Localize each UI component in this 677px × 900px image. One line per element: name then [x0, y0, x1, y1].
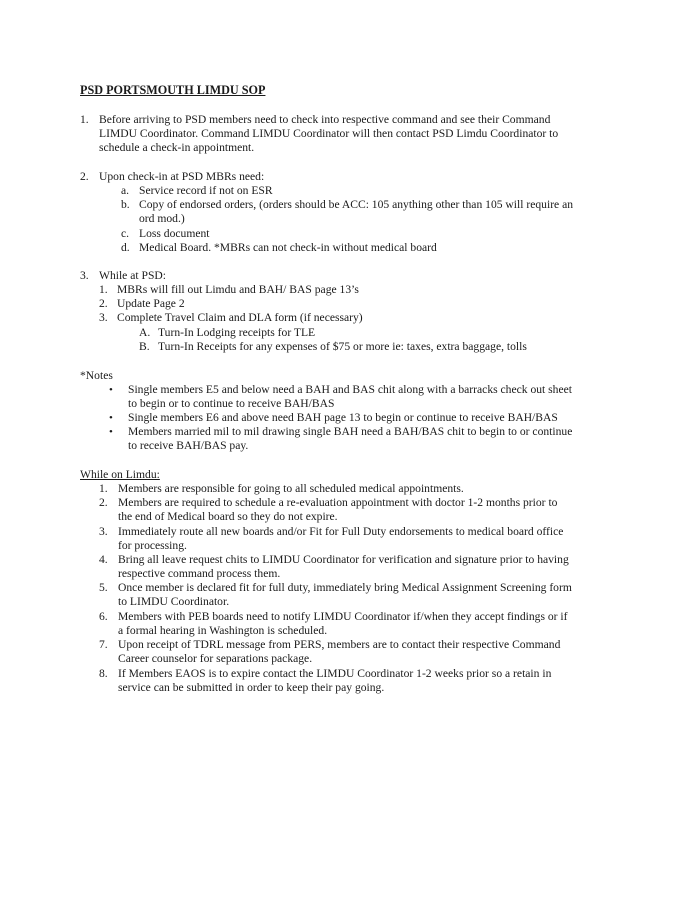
- list-item-text: Medical Board. *MBRs can not check-in without medical board: [139, 241, 437, 254]
- list-item-text: to LIMDU Coordinator.: [118, 595, 230, 608]
- list-marker: 6.: [99, 610, 108, 623]
- list-marker: a.: [121, 184, 130, 197]
- list-marker: d.: [121, 241, 130, 254]
- section-1-line: LIMDU Coordinator. Command LIMDU Coordinator will then contact PSD Limdu Coordinator to: [99, 127, 559, 140]
- list-marker: c.: [121, 227, 130, 240]
- list-item-text: Members are responsible for going to all scheduled medical appointments.: [118, 482, 464, 495]
- bullet: •: [109, 426, 113, 438]
- note-text: Members married mil to mil drawing single BAH need a BAH/BAS chit to begin to or continue: [128, 425, 573, 438]
- document-title: PSD PORTSMOUTH LIMDU SOP: [80, 83, 266, 97]
- list-item-text: Members are required to schedule a re-evaluation appointment with doctor 1-2 months prior to: [118, 496, 558, 509]
- list-marker: 5.: [99, 581, 108, 594]
- list-marker: 3.: [99, 525, 108, 538]
- list-item-text: Upon receipt of TDRL message from PERS, members are to contact their respective Command: [118, 638, 561, 651]
- list-marker: 4.: [99, 553, 108, 566]
- list-item-text: Copy of endorsed orders, (orders should be ACC: 105 anything other than 105 will require an: [139, 198, 574, 211]
- sub-list-marker: A.: [139, 326, 151, 339]
- note-text: to begin or to continue to receive BAH/BAS: [128, 397, 335, 410]
- section-1-line: schedule a check-in appointment.: [99, 141, 255, 154]
- sub-list-item-text: Turn-In Receipts for any expenses of $75 or more ie: taxes, extra baggage, tolls: [158, 340, 527, 353]
- note-text: to receive BAH/BAS pay.: [128, 439, 249, 452]
- section-2-heading: Upon check-in at PSD MBRs need:: [99, 170, 265, 183]
- list-marker: b.: [121, 198, 130, 211]
- list-marker: 2.: [99, 297, 108, 310]
- list-item-text: a formal hearing in Washington is scheduled.: [118, 624, 328, 637]
- sub-list-marker: B.: [139, 340, 150, 353]
- list-item-text: ord mod.): [139, 212, 185, 225]
- list-marker: 7.: [99, 638, 108, 651]
- list-item-text: Career counselor for separations package.: [118, 652, 313, 665]
- list-item-text: Service record if not on ESR: [139, 184, 273, 197]
- list-item-text: for processing.: [118, 539, 187, 552]
- sub-list-item-text: Turn-In Lodging receipts for TLE: [158, 326, 316, 339]
- list-item-text: Update Page 2: [117, 297, 185, 310]
- list-marker: 1.: [99, 283, 108, 296]
- list-item-text: Bring all leave request chits to LIMDU Coordinator for verification and signature prior to having: [118, 553, 569, 566]
- section-3-number: 3.: [80, 269, 89, 282]
- list-marker: 8.: [99, 667, 108, 680]
- list-marker: 3.: [99, 311, 108, 324]
- list-marker: 2.: [99, 496, 108, 509]
- list-item-text: Members with PEB boards need to notify LIMDU Coordinator if/when they accept findings or if: [118, 610, 568, 623]
- list-item-text: If Members EAOS is to expire contact the LIMDU Coordinator 1-2 weeks prior so a retain in: [118, 667, 552, 680]
- section-2-number: 2.: [80, 170, 89, 183]
- list-item-text: MBRs will fill out Limdu and BAH/ BAS page 13’s: [117, 283, 359, 296]
- list-item-text: the end of Medical board so they do not expire.: [118, 510, 338, 523]
- bullet: •: [109, 384, 113, 396]
- list-item-text: respective command process them.: [118, 567, 281, 580]
- note-text: Single members E6 and above need BAH page 13 to begin or continue to receive BAH/BAS: [128, 411, 558, 424]
- section-3-heading: While at PSD:: [99, 269, 166, 282]
- note-text: Single members E5 and below need a BAH and BAS chit along with a barracks check out sheet: [128, 383, 572, 396]
- list-item-text: Immediately route all new boards and/or Fit for Full Duty endorsements to medical board office: [118, 525, 564, 538]
- bullet: •: [109, 412, 113, 424]
- section-1-number: 1.: [80, 113, 89, 126]
- list-item-text: service can be submitted in order to keep their pay going.: [118, 681, 385, 694]
- list-marker: 1.: [99, 482, 108, 495]
- section-1-line: Before arriving to PSD members need to check into respective command and see their Command: [99, 113, 551, 126]
- list-item-text: Once member is declared fit for full duty, immediately bring Medical Assignment Screening form: [118, 581, 572, 594]
- limdu-heading: While on Limdu:: [80, 468, 160, 481]
- list-item-text: Loss document: [139, 227, 210, 240]
- notes-heading: *Notes: [80, 369, 113, 382]
- list-item-text: Complete Travel Claim and DLA form (if necessary): [117, 311, 363, 324]
